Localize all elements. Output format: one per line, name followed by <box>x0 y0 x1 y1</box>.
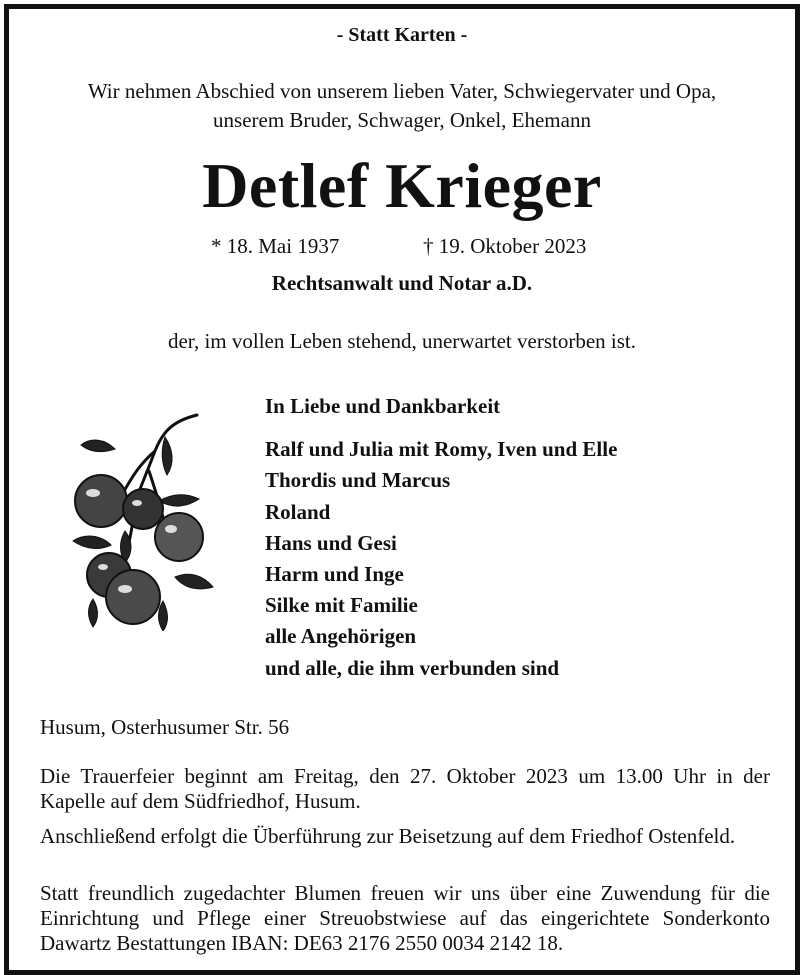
mourner-name: Harm und Inge <box>265 562 404 587</box>
death-date: † 19. Oktober 2023 <box>423 234 587 258</box>
mourners-heading: In Liebe und Dankbarkeit <box>265 394 501 418</box>
address: Husum, Osterhusumer Str. 56 <box>40 715 290 739</box>
passing-text: der, im vollen Leben stehend, unerwartet verstorben ist. <box>167 329 636 353</box>
mourner-name: Ralf und Julia mit Romy, Iven und Elle <box>265 437 618 462</box>
apple-branch-illustration <box>63 401 223 631</box>
mourner-name: und alle, die ihm verbunden sind <box>265 655 560 680</box>
mourner-name: Hans und Gesi <box>265 530 397 555</box>
mourner-name: Roland <box>265 499 331 524</box>
mourners-block <box>265 391 617 684</box>
intro-line-2: unserem Bruder, Schwager, Onkel, Ehemann <box>213 108 591 132</box>
burial-paragraph: Anschließend erfolgt die Überführung zur Beisetzung auf dem Friedhof Ostenfeld. <box>40 824 736 848</box>
mourner-name: Silke mit Familie <box>265 593 418 618</box>
intro-line-1: Wir nehmen Abschied von unserem lieben Vater, Schwiegervater und Opa, <box>87 79 717 103</box>
mourner-name: alle Angehörigen <box>265 624 417 649</box>
obituary-notice <box>4 4 800 975</box>
birth-date: * 18. Mai 1937 <box>211 234 340 258</box>
profession: Rechtsanwalt und Notar a.D. <box>271 271 533 295</box>
intro-text <box>9 77 795 135</box>
funeral-paragraph: Die Trauerfeier beginnt am Freitag, den 27. Oktober 2023 um 13.00 Uhr in der Kapelle auf dem Südfriedhof, Husum. <box>40 764 770 813</box>
deceased-name: Detlef Krieger <box>202 150 602 221</box>
donation-paragraph: Statt freundlich zugedachter Blumen freuen wir uns über eine Zuwendung für die Einrichtung und Pflege einer Streuobstwiese auf das eingerichtete Sonderkonto Dawartz Bestattungen IBAN: DE63 2176 2550 0034 2142 18. <box>40 881 770 955</box>
mourner-name: Thordis und Marcus <box>265 468 451 493</box>
header-note: - Statt Karten - <box>336 24 468 46</box>
